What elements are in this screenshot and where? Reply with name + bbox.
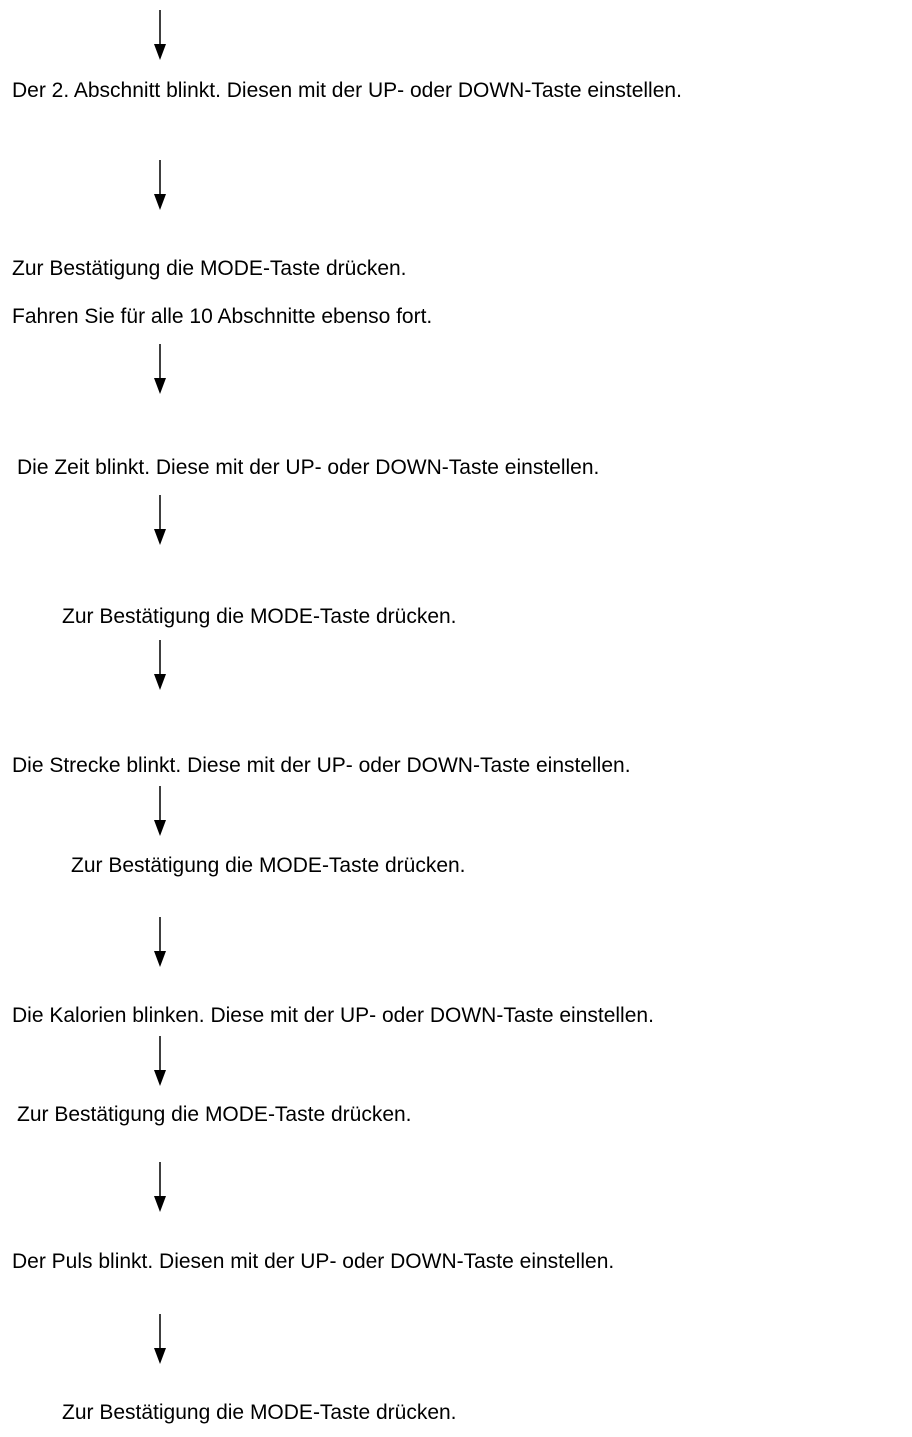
instruction-line: Zur Bestätigung die MODE-Taste drücken. — [71, 854, 466, 877]
down-arrow-icon — [152, 485, 168, 547]
down-arrow-icon — [152, 630, 168, 692]
instruction-line: Zur Bestätigung die MODE-Taste drücken. — [62, 605, 457, 628]
instruction-line: Die Zeit blinkt. Diese mit der UP- oder DOWN-Taste einstellen. — [17, 456, 600, 479]
instruction-line: Die Kalorien blinken. Diese mit der UP- oder DOWN-Taste einstellen. — [12, 1004, 654, 1027]
down-arrow-icon — [152, 334, 168, 396]
down-arrow-icon — [152, 0, 168, 62]
down-arrow-icon — [152, 1152, 168, 1214]
instruction-line: Fahren Sie für alle 10 Abschnitte ebenso fort. — [12, 305, 433, 328]
instruction-line: Die Strecke blinkt. Diese mit der UP- oder DOWN-Taste einstellen. — [12, 754, 631, 777]
instruction-line: Der Puls blinkt. Diesen mit der UP- oder DOWN-Taste einstellen. — [12, 1250, 615, 1273]
instruction-line: Zur Bestätigung die MODE-Taste drücken. — [62, 1401, 457, 1424]
down-arrow-icon — [152, 907, 168, 969]
down-arrow-icon — [152, 776, 168, 838]
instruction-line: Zur Bestätigung die MODE-Taste drücken. — [12, 257, 407, 280]
instruction-line: Zur Bestätigung die MODE-Taste drücken. — [17, 1103, 412, 1126]
down-arrow-icon — [152, 1026, 168, 1088]
instruction-line: Der 2. Abschnitt blinkt. Diesen mit der UP- oder DOWN-Taste einstellen. — [12, 79, 682, 102]
down-arrow-icon — [152, 150, 168, 212]
down-arrow-icon — [152, 1304, 168, 1366]
